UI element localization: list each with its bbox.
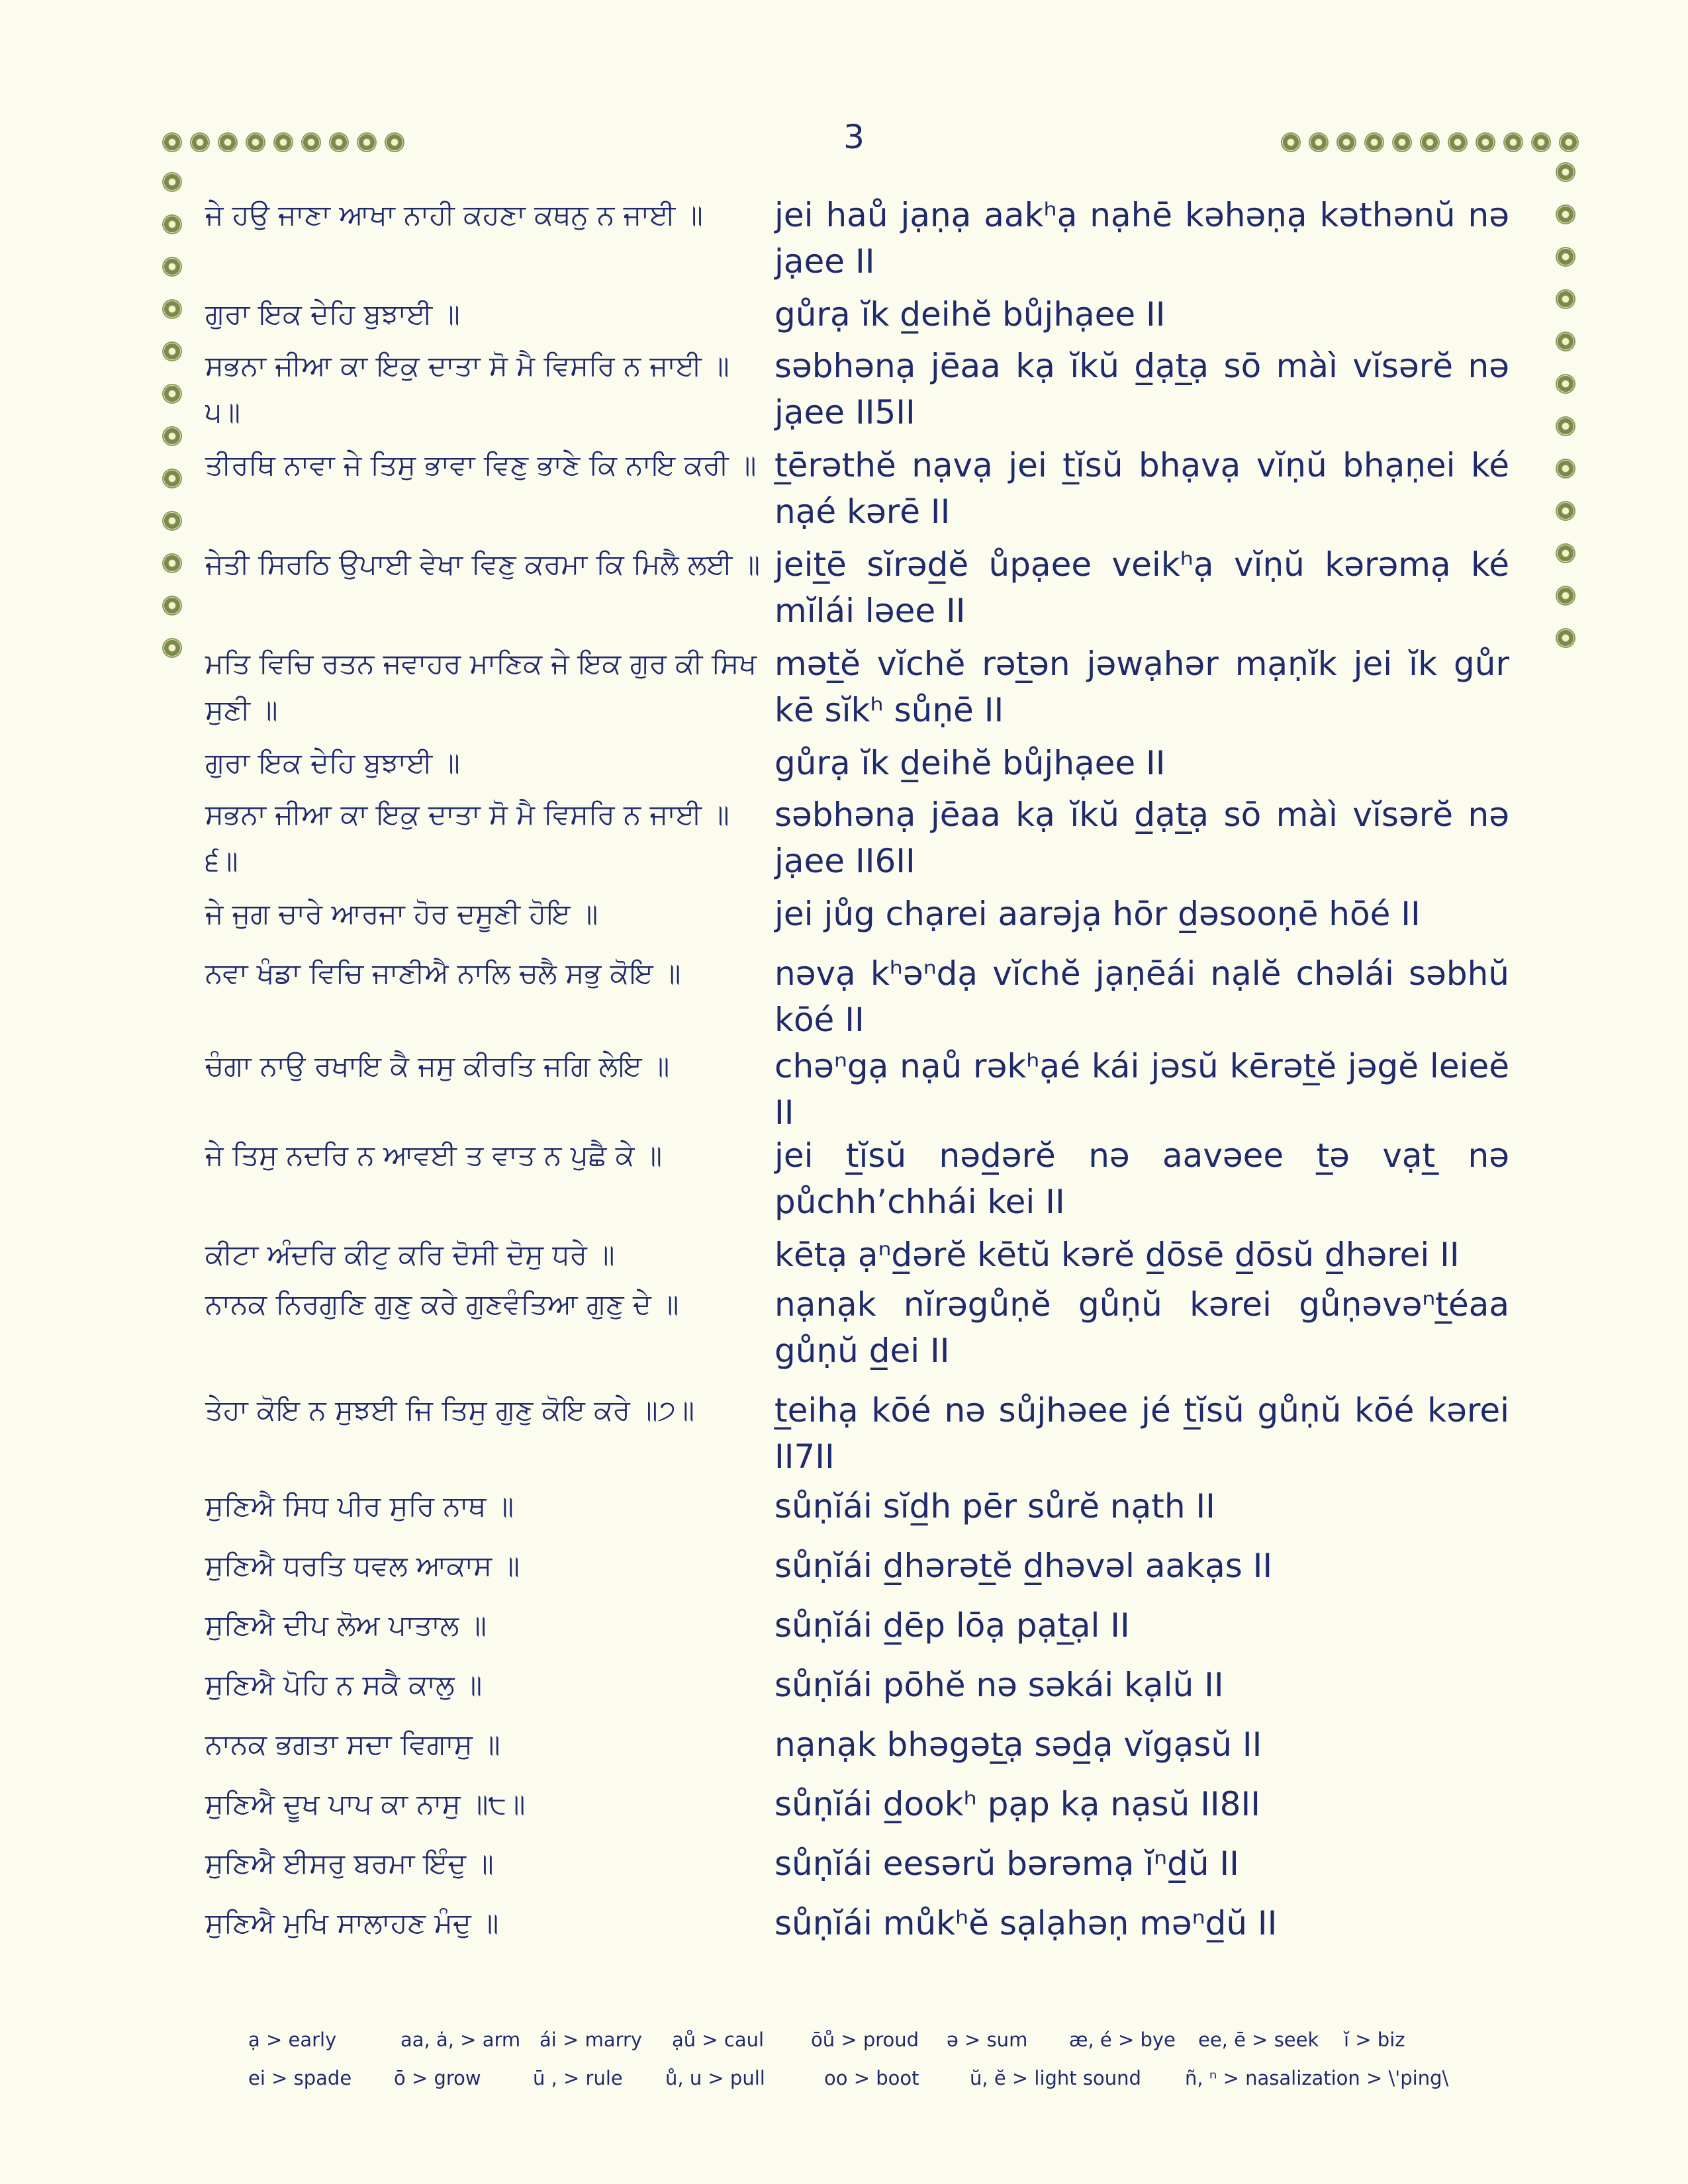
legend-item: ŭ, ĕ > light sound xyxy=(970,2067,1141,2089)
legend-item: ū , > rule xyxy=(533,2067,623,2089)
verse-row xyxy=(205,792,1523,891)
transliteration-line: sůṇĭái eesərŭ bərəmạ ĭⁿd̲ŭ II xyxy=(774,1844,1239,1883)
gurmukhi-line: ਜੇ ਹਉ ਜਾਣਾ ਆਖਾ ਨਾਹੀ ਕਹਣਾ ਕਥਨੁ ਨ ਜਾਈ ॥ xyxy=(205,199,703,231)
flower-ornament-icon xyxy=(190,132,210,152)
verse-row xyxy=(205,442,1523,541)
flower-border-right xyxy=(1556,162,1582,652)
flower-ornament-icon xyxy=(1281,132,1301,152)
verse-row xyxy=(205,1043,1523,1132)
legend-item: ñ, ⁿ > nasalization > \'ping\ xyxy=(1185,2067,1449,2089)
transliteration-line: sůṇĭái pōhĕ nə səkái kạlŭ II xyxy=(774,1666,1224,1704)
gurmukhi-line: ਸੁਣਿਐ ਪੋਹਿ ਨ ਸਕੈ ਕਾਲੁ ॥ xyxy=(205,1668,483,1701)
verse-row xyxy=(205,1781,1523,1841)
verse-row xyxy=(205,891,1523,950)
transliteration-line: səbhənạ jēaa kạ ĭkŭ d̲ạt̲ạ sō màì vĭsərĕ nə jạee II6II xyxy=(774,796,1509,880)
flower-ornament-icon xyxy=(1556,247,1575,267)
flower-ornament-icon xyxy=(1364,132,1384,152)
gurmukhi-line: ਜੇ ਜੁਗ ਚਾਰੇ ਆਰਜਾ ਹੋਰ ਦਸੂਣੀ ਹੋਇ ॥ xyxy=(205,897,598,930)
legend-row xyxy=(248,2028,1506,2067)
verse-row xyxy=(205,541,1523,641)
transliteration-line: jei t̲ĭsŭ nəd̲ərĕ nə aavəee t̲ə vạt̲ nə půchh’chhái kei II xyxy=(774,1136,1509,1221)
verse-row xyxy=(205,1281,1523,1387)
transliteration-line: gůrạ ĭk d̲eihĕ bůjhạee II xyxy=(774,744,1166,782)
flower-ornament-icon xyxy=(1336,132,1356,152)
flower-ornament-icon xyxy=(301,132,321,152)
transliteration-line: sůṇĭái sĭd̲h pēr sůrĕ nạth II xyxy=(774,1487,1215,1525)
flower-ornament-icon xyxy=(1556,586,1575,606)
verse-row xyxy=(205,1387,1523,1483)
flower-ornament-icon xyxy=(357,132,377,152)
flower-ornament-icon xyxy=(162,384,182,404)
legend-item: aa, ȧ, > arm xyxy=(400,2028,521,2051)
flower-ornament-icon xyxy=(1476,132,1495,152)
gurmukhi-line: ਨਾਨਕ ਨਿਰਗੁਣਿ ਗੁਣੁ ਕਰੇ ਗੁਣਵੰਤਿਆ ਗੁਣੁ ਦੇ ॥ xyxy=(205,1288,679,1320)
flower-ornament-icon xyxy=(1448,132,1468,152)
gurmukhi-line: ਸੁਣਿਐ ਸਿਧ ਪੀਰ ਸੁਰਿ ਨਾਥ ॥ xyxy=(205,1490,514,1522)
transliteration-line: jei haů jạṇạ aakʰạ nạhē kəhəṇạ kəthənŭ nə jạee II xyxy=(774,196,1509,281)
flower-ornament-icon xyxy=(273,132,293,152)
legend-item: ei > spade xyxy=(248,2067,352,2089)
verse-row xyxy=(205,950,1523,1043)
transliteration-line: jei jůg chạrei aarəjạ hōr d̲əsooṇē hōé II xyxy=(774,895,1421,933)
gurmukhi-line: ਨਵਾ ਖੰਡਾ ਵਿਚਿ ਜਾਣੀਐ ਨਾਲਿ ਚਲੈ ਸਭੁ ਕੋਇ ॥ xyxy=(205,957,681,989)
flower-ornament-icon xyxy=(1531,132,1551,152)
verse-row xyxy=(205,291,1523,343)
flower-ornament-icon xyxy=(1556,543,1575,563)
legend-item: ạ > early xyxy=(248,2028,337,2051)
legend-item: æ, é > bye xyxy=(1069,2028,1176,2051)
flower-ornament-icon xyxy=(385,132,404,152)
flower-ornament-icon xyxy=(1556,289,1575,309)
flower-ornament-icon xyxy=(1503,132,1523,152)
flower-ornament-icon xyxy=(1556,459,1575,478)
flower-ornament-icon xyxy=(329,132,349,152)
transliteration-line: nəvạ kʰəⁿdạ vĭchĕ jạṇēái nạlĕ chəlái səbhŭ kōé II xyxy=(774,954,1509,1039)
verse-row xyxy=(205,641,1523,740)
flower-ornament-icon xyxy=(162,341,182,361)
gurmukhi-line: ਮਤਿ ਵਿਚਿ ਰਤਨ ਜਵਾਹਰ ਮਾਣਿਕ ਜੇ ਇਕ ਗੁਰ ਕੀ ਸਿਖ ਸੁਣੀ ॥ xyxy=(205,647,757,726)
flower-border-top-left xyxy=(162,132,427,159)
gurmukhi-line: ਸਭਨਾ ਜੀਆ ਕਾ ਇਕੁ ਦਾਤਾ ਸੋ ਮੈ ਵਿਸਰਿ ਨ ਜਾਈ ॥੬॥ xyxy=(205,798,729,877)
verse-row xyxy=(205,192,1523,291)
transliteration-line: kētạ ạⁿd̲ərĕ kētŭ kərĕ d̲ōsē d̲ōsŭ d̲hərei II xyxy=(774,1236,1460,1274)
verse-row xyxy=(205,1721,1523,1781)
transliteration-line: t̲ērəthĕ nạvạ jei t̲ĭsŭ bhạvạ vĭṇŭ bhạṇei ké nạé kərē II xyxy=(774,446,1509,531)
flower-ornament-icon xyxy=(1559,132,1579,152)
transliteration-line: səbhənạ jēaa kạ ĭkŭ d̲ạt̲ạ sō màì vĭsərĕ nə jạee II5II xyxy=(774,347,1509,432)
transliteration-line: sůṇĭái můkʰĕ sạlạhəṇ məⁿd̲ŭ II xyxy=(774,1904,1278,1942)
flower-ornament-icon xyxy=(246,132,265,152)
flower-ornament-icon xyxy=(1556,374,1575,394)
legend-item: ů, u > pull xyxy=(665,2067,765,2089)
verse-row xyxy=(205,343,1523,442)
gurmukhi-line: ਤੇਹਾ ਕੋਇ ਨ ਸੁਝਈ ਜਿ ਤਿਸੁ ਗੁਣੁ ਕੋਇ ਕਰੇ ॥੭॥ xyxy=(205,1394,695,1426)
flower-border-top-right xyxy=(1281,132,1585,159)
gurmukhi-line: ਸੁਣਿਐ ਈਸਰੁ ਬਰਮਾ ਇੰਦੁ ॥ xyxy=(205,1847,494,1880)
flower-ornament-icon xyxy=(1556,416,1575,436)
gurmukhi-line: ਕੀਟਾ ਅੰਦਰਿ ਕੀਟੁ ਕਰਿ ਦੋਸੀ ਦੋਸੁ ਧਰੇ ॥ xyxy=(205,1238,615,1271)
transliteration-line: mət̲ĕ vĭchĕ rət̲ən jəwạhər mạṇĭk jei ĭk gůr kē sĭkʰ sůṇē II xyxy=(774,645,1509,729)
flower-ornament-icon xyxy=(1309,132,1329,152)
gurmukhi-line: ਗੁਰਾ ਇਕ ਦੇਹਿ ਬੁਝਾਈ ॥ xyxy=(205,747,460,779)
page-number: 3 xyxy=(843,118,865,156)
gurmukhi-line: ਸੁਣਿਐ ਮੁਖਿ ਸਾਲਾਹਣ ਮੰਦੁ ॥ xyxy=(205,1907,499,1939)
flower-ornament-icon xyxy=(162,553,182,573)
flower-ornament-icon xyxy=(1420,132,1440,152)
flower-ornament-icon xyxy=(162,469,182,488)
legend-item: ə > sum xyxy=(947,2028,1028,2051)
transliteration-line: jeit̲ē sĭrəd̲ĕ ůpạee veikʰạ vĭṇŭ kərəmạ ké mĭlái ləee II xyxy=(774,545,1509,630)
transliteration-line: chəⁿgạ nạů rəkʰạé kái jəsŭ kērət̲ĕ jəgĕ leieĕ II xyxy=(774,1047,1509,1132)
verse-row xyxy=(205,1841,1523,1900)
flower-ornament-icon xyxy=(1556,501,1575,521)
legend-item: ōů > proud xyxy=(811,2028,919,2051)
gurmukhi-line: ਨਾਨਕ ਭਗਤਾ ਸਦਾ ਵਿਗਾਸੁ ॥ xyxy=(205,1728,500,1760)
gurmukhi-line: ਜੇ ਤਿਸੁ ਨਦਰਿ ਨ ਆਵਈ ਤ ਵਾਤ ਨ ਪੁਛੈ ਕੇ ॥ xyxy=(205,1139,663,1171)
flower-ornament-icon xyxy=(162,132,182,152)
verse-table xyxy=(205,192,1523,1960)
flower-ornament-icon xyxy=(1556,205,1575,224)
flower-ornament-icon xyxy=(1556,628,1575,648)
gurmukhi-line: ਸੁਣਿਐ ਦੀਪ ਲੋਅ ਪਾਤਾਲ ॥ xyxy=(205,1609,487,1641)
flower-ornament-icon xyxy=(1392,132,1412,152)
verse-row xyxy=(205,1900,1523,1960)
verse-row xyxy=(205,1232,1523,1281)
verse-row xyxy=(205,1132,1523,1232)
gurmukhi-line: ਜੇਤੀ ਸਿਰਠਿ ਉਪਾਈ ਵੇਖਾ ਵਿਣੁ ਕਰਮਾ ਕਿ ਮਿਲੈ ਲਈ ॥ xyxy=(205,548,761,580)
transliteration-line: nạnạk nĭrəgůṇĕ gůṇŭ kərei gůṇəvəⁿt̲éaa gůṇŭ d̲ei II xyxy=(774,1285,1509,1370)
transliteration-line: sůṇĭái d̲ēp lōạ pạt̲ạl II xyxy=(774,1606,1130,1645)
flower-ornament-icon xyxy=(1556,332,1575,351)
gurmukhi-line: ਗੁਰਾ ਇਕ ਦੇਹਿ ਬੁਝਾਈ ॥ xyxy=(205,298,460,330)
gurmukhi-line: ਚੰਗਾ ਨਾਉ ਰਖਾਇ ਕੈ ਜਸੁ ਕੀਰਤਿ ਜਗਿ ਲੇਇ ॥ xyxy=(205,1050,670,1082)
legend-row xyxy=(248,2067,1506,2105)
transliteration-line: nạnạk bhəgət̲ạ səd̲ạ vĭgạsŭ II xyxy=(774,1725,1262,1764)
gurmukhi-line: ਸਭਨਾ ਜੀਆ ਕਾ ਇਕੁ ਦਾਤਾ ਸੋ ਮੈ ਵਿਸਰਿ ਨ ਜਾਈ ॥੫॥ xyxy=(205,349,729,428)
transliteration-line: sůṇĭái d̲hərət̲ĕ d̲həvəl aakạs II xyxy=(774,1547,1273,1585)
legend-item: oo > boot xyxy=(824,2067,919,2089)
flower-ornament-icon xyxy=(162,172,182,192)
flower-ornament-icon xyxy=(162,596,182,615)
legend-item: ạů > caul xyxy=(672,2028,765,2051)
gurmukhi-line: ਸੁਣਿਐ ਦੂਖ ਪਾਪ ਕਾ ਨਾਸੁ ॥੮॥ xyxy=(205,1788,526,1820)
legend-item: ee, ē > seek xyxy=(1198,2028,1319,2051)
flower-ornament-icon xyxy=(218,132,238,152)
flower-ornament-icon xyxy=(1556,162,1575,182)
flower-ornament-icon xyxy=(162,511,182,531)
pronunciation-legend xyxy=(248,2028,1506,2105)
transliteration-line: gůrạ ĭk d̲eihĕ bůjhạee II xyxy=(774,295,1166,334)
flower-ornament-icon xyxy=(162,638,182,658)
legend-item: ĭ > biz xyxy=(1344,2028,1405,2051)
verse-row xyxy=(205,1483,1523,1543)
flower-border-left xyxy=(162,172,189,655)
transliteration-line: t̲eihạ kōé nə sůjhəee jé t̲ĭsŭ gůṇŭ kōé kərei II7II xyxy=(774,1391,1509,1476)
gurmukhi-line: ਸੁਣਿਐ ਧਰਤਿ ਧਵਲ ਆਕਾਸ ॥ xyxy=(205,1549,520,1582)
verse-row xyxy=(205,1602,1523,1662)
flower-ornament-icon xyxy=(162,257,182,277)
legend-item: ō > grow xyxy=(394,2067,481,2089)
verse-row xyxy=(205,740,1523,792)
verse-row xyxy=(205,1662,1523,1721)
flower-ornament-icon xyxy=(162,214,182,234)
gurmukhi-line: ਤੀਰਥਿ ਨਾਵਾ ਜੇ ਤਿਸੁ ਭਾਵਾ ਵਿਣੁ ਭਾਣੇ ਕਿ ਨਾਇ ਕਰੀ ॥ xyxy=(205,449,757,481)
legend-item: ái > marry xyxy=(539,2028,643,2051)
flower-ornament-icon xyxy=(162,426,182,446)
flower-ornament-icon xyxy=(162,299,182,319)
verse-row xyxy=(205,1543,1523,1602)
transliteration-line: sůṇĭái d̲ookʰ pạp kạ nạsŭ II8II xyxy=(774,1785,1260,1823)
